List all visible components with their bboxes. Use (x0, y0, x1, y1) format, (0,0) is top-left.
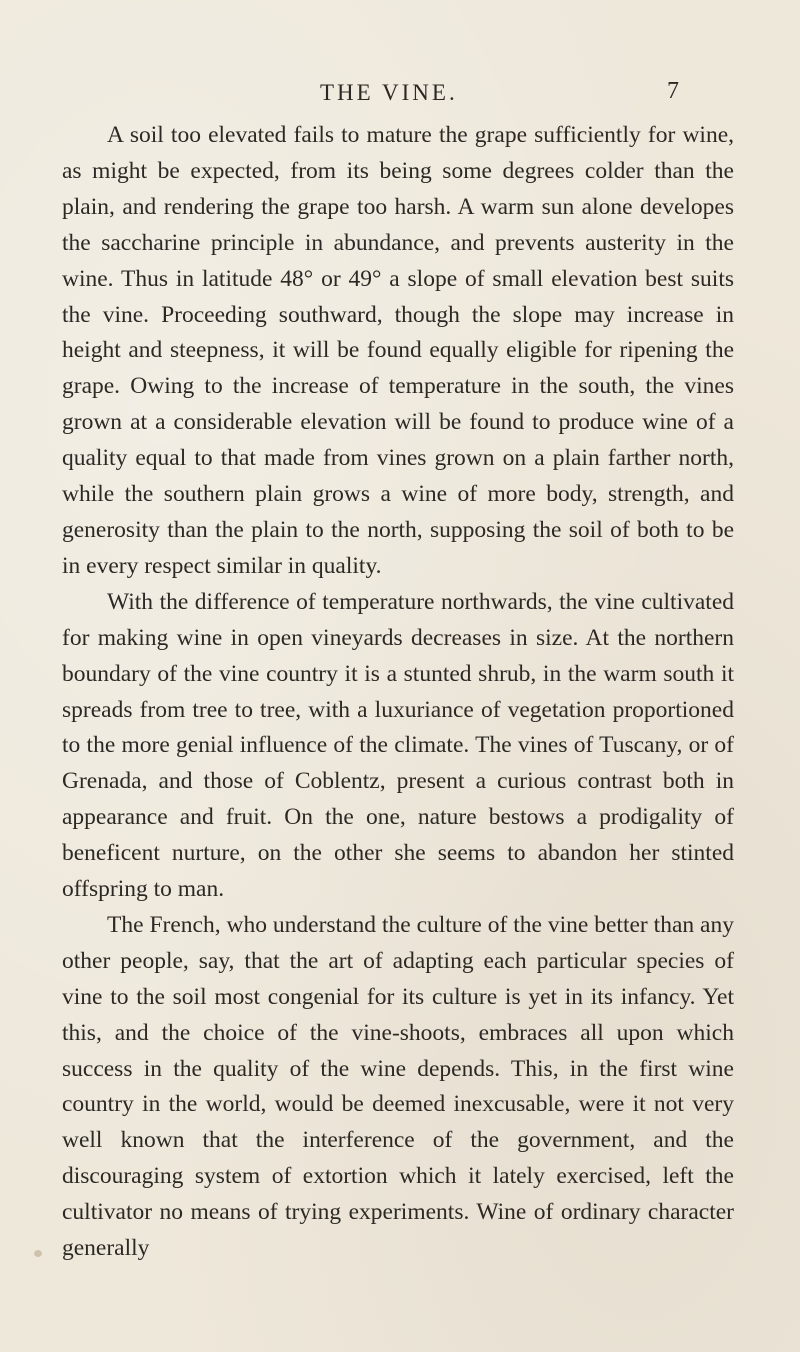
paragraph: The French, who understand the culture of the vine better than any other people, say, that the art of adapting each particular species of vine to the soil most congenial for its culture is yet in its infancy. Yet this, and the choice of the vine-shoots, embraces all upon which success in the quality of the wine depends. This, in the first wine country in the world, would be deemed inexcusable, were it not very well known that the interference of the government, and the discouraging system of extortion which it lately exercised, left the cultivator no means of trying experiments. Wine of ordinary character generally (62, 911, 734, 1262)
body-text (62, 118, 734, 1267)
page-number: 7 (667, 78, 679, 104)
paragraph: With the difference of temperature northwards, the vine cultivated for making wine in open vineyards decreases in size. At the northern boundary of the vine country it is a stunted shrub, in the warm south it spreads from tree to tree, with a luxuriance of vegetation proportioned to the more genial influence of the climate. The vines of Tuscany, or of Grenada, and those of Coblentz, present a curious contrast both in appearance and fruit. On the one, nature bestows a prodigality of beneficent nurture, on the other she seems to abandon her stinted offspring to man. (62, 588, 734, 903)
running-title: THE VINE. (320, 80, 458, 105)
paragraph: A soil too elevated fails to mature the grape sufficiently for wine, as might be expected, from its being some degrees colder than the plain, and rendering the grape too harsh. A warm sun alone developes the saccharine principle in abundance, and prevents austerity in the wine. Thus in latitude 48° or 49° a slope of small elevation best suits the vine. Proceeding southward, though the slope may increase in height and steepness, it will be found equally eligible for ripening the grape. Owing to the increase of temperature in the south, the vines grown at a considerable elevation will be found to produce wine of a quality equal to that made from vines grown on a plain farther north, while the southern plain grows a wine of more body, strength, and generosity than the plain to the north, supposing the soil of both to be in every respect similar in quality. (62, 122, 734, 579)
paper-stain (34, 1250, 42, 1257)
